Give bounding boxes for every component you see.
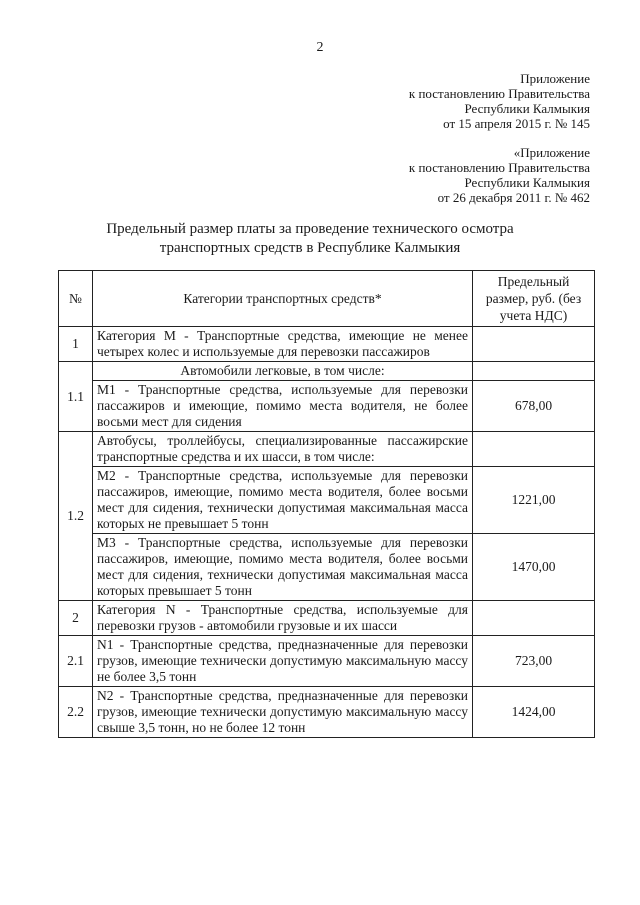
annex-block-current [409,71,590,131]
row-category: Категория М - Транспортные средства, имеющие не менее четырех колес и используемые для перевозки пассажиров [93,327,473,362]
row-category: М2 - Транспортные средства, используемые для перевозки пассажиров, имеющие, помимо места водителя, более восьми мест для сидения, технически допустимая максимальная масса которых не превышает 5 тонн [93,467,473,534]
row-number: 2 [59,601,93,636]
annex-line: от 15 апреля 2015 г. № 145 [443,116,590,131]
row-category: Категория N - Транспортные средства, используемые для перевозки грузов - автомобили грузовые и их шасси [93,601,473,636]
header-category: Категории транспортных средств* [93,271,473,327]
row-price: 723,00 [473,636,595,687]
row-number: 1 [59,327,93,362]
table-row [59,601,595,636]
table-row [59,534,595,601]
title-line: Предельный размер платы за проведение технического осмотра [106,221,514,237]
annex-line: к постановлению Правительства [408,86,590,101]
table-row [59,432,595,467]
table-row [59,381,595,432]
row-subheading: Автобусы, троллейбусы, специализированные пассажирские транспортные средства и их шасси, в том числе: [93,432,473,467]
row-category: М3 - Транспортные средства, используемые для перевозки пассажиров, имеющие, помимо места водителя, более восьми мест для сидения, технически допустимая максимальная масса которых превышает 5 тонн [93,534,473,601]
page-number: 2 [316,40,324,55]
table-row [59,467,595,534]
annex-line: к постановлению Правительства [408,160,590,175]
table-row [59,362,595,381]
table-header-row [59,271,595,327]
title-line: транспортных средств в Республике Калмыкия [159,240,461,256]
row-number: 2.1 [59,636,93,687]
row-number: 1.2 [59,432,93,601]
annex-line: Приложение [520,71,590,86]
row-category: N2 - Транспортные средства, предназначенные для перевозки грузов, имеющие технически допустимую максимальную массу свыше 3,5 тонн, но не более 12 тонн [93,687,473,738]
row-price: 1470,00 [473,534,595,601]
table-row [59,327,595,362]
row-price: 1424,00 [473,687,595,738]
annex-line: Республики Калмыкия [464,101,590,116]
row-subheading: Автомобили легковые, в том числе: [93,362,473,381]
document-title [80,220,540,258]
table-row [59,636,595,687]
fee-table [58,270,595,738]
row-category: N1 - Транспортные средства, предназначенные для перевозки грузов, имеющие технически допустимую максимальную массу не более 3,5 тонн [93,636,473,687]
annex-line: от 26 декабря 2011 г. № 462 [437,190,590,205]
annex-line: «Приложение [513,145,590,160]
table-row [59,687,595,738]
row-category: М1 - Транспортные средства, используемые для перевозки пассажиров и имеющие, помимо места водителя, не более восьми мест для сидения [93,381,473,432]
row-price: 1221,00 [473,467,595,534]
row-price: 678,00 [473,381,595,432]
row-price [473,432,595,467]
row-number: 1.1 [59,362,93,432]
row-price [473,601,595,636]
row-number: 2.2 [59,687,93,738]
header-price: Предельный размер, руб. (без учета НДС) [473,271,595,327]
header-number: № [59,271,93,327]
annex-line: Республики Калмыкия [464,175,590,190]
row-price [473,362,595,381]
row-price [473,327,595,362]
annex-block-original [409,145,590,205]
